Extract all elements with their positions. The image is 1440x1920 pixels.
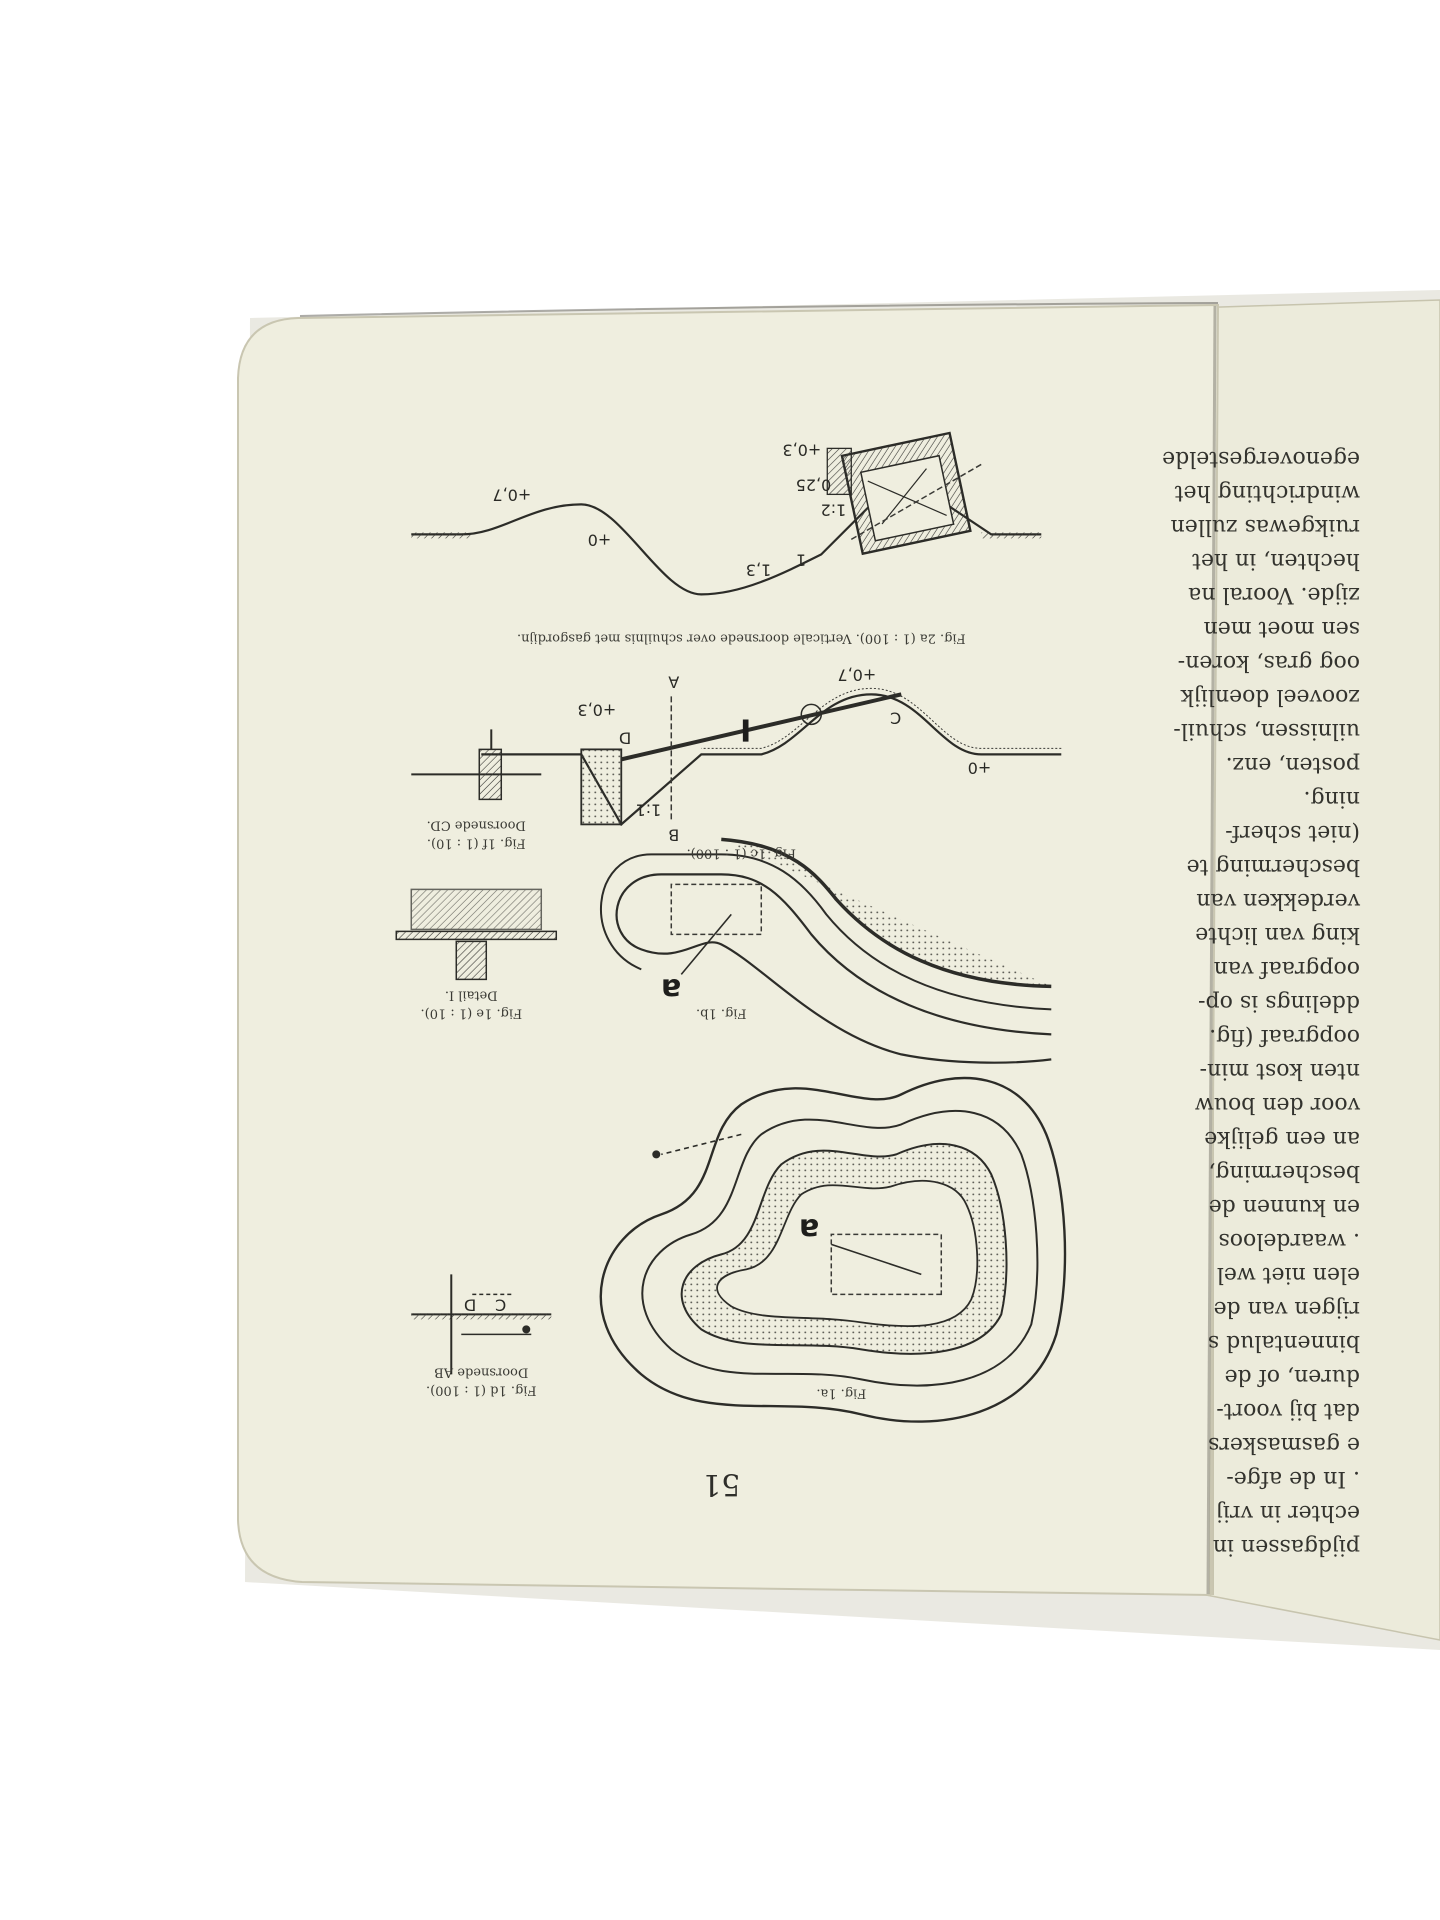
fig-1d-label-d: D [463,1295,477,1315]
fig-2a-label-slope: 1:2 [820,500,847,520]
right-line-1: pijdgassen in [1212,1534,1360,1559]
right-line-6: duren, of de [1224,1364,1360,1389]
fig-1a-caption: Fig. 1a. [816,1385,867,1401]
fig-1e-caption: Fig. 1e (1 : 10). [420,1005,523,1021]
fig-1c-label-slope: 1:1 [635,800,662,820]
right-line-18: oopgraaf van [1213,956,1360,981]
fig-1d-caption: Fig. 1d (1 : 100). [426,1382,537,1398]
fig-1c-label-a: A [668,672,680,692]
right-line-22: (niet scherf- [1225,820,1360,845]
fig-1b-caption: Fig. 1b. [696,1005,747,1021]
fig-1f-subcaption: Doorsnede CD. [426,817,526,833]
fig-2a-label-plus07: +0,7 [492,485,532,505]
right-line-2: echter in vrij [1216,1500,1360,1525]
right-line-27: oog gras, koren- [1177,650,1360,675]
right-line-11: en kunnen de [1208,1194,1360,1219]
fig-1c-label-d: D [618,728,632,748]
right-line-3: . In de afge- [1226,1466,1360,1491]
right-line-15: nten kost min- [1199,1058,1360,1083]
right-line-31: ruikgewas zullen [1170,514,1360,539]
right-line-8: rijgen van de [1213,1296,1360,1321]
right-line-14: voor den bouw [1194,1092,1360,1117]
fig-2a-caption: Fig. 2a (1 : 100). Verticale doorsnede over schuilnis met gasgordijn. [516,630,966,646]
right-line-24: posten, enz. [1225,752,1360,777]
right-line-5: dat bij voort- [1216,1398,1360,1423]
right-line-19: king van lichte [1195,922,1360,947]
right-line-30: hechten, in het [1192,548,1360,573]
right-line-28: sen moet men [1203,616,1360,641]
right-line-29: zijde. Vooral na [1188,582,1360,607]
fig-2a-label-plus0: +0 [587,530,612,550]
right-line-4: e gasmaskers [1208,1432,1360,1457]
right-line-23: ning. [1303,786,1360,811]
fig-1d-subcaption: Doorsnede AB [434,1364,529,1380]
fig-2a-label-plus03: +0,3 [782,440,822,460]
fig-1c-label-c: C [890,708,902,728]
fig-1d-label-c: C [495,1295,507,1315]
fig-1a-label-a: a [799,1211,820,1247]
right-line-26: zooveel doenlijk [1180,684,1360,709]
fig-2a-label-1: 1 [796,550,807,570]
fig-1c-caption: Fig. 1c (1 : 100). [686,845,797,861]
fig-1c-label-b: B [668,825,680,845]
right-line-13: an een gelijke [1204,1126,1360,1151]
right-line-10: . waardeloos [1218,1228,1360,1253]
fig-1c-label-i: I [740,711,752,747]
fig-2a-label-13: 1,3 [745,560,772,580]
right-line-12: bescherming, [1208,1160,1360,1185]
fig-1c-label-plus07: +0,7 [837,665,877,685]
right-line-16: oopgraaf (fig. [1209,1024,1360,1049]
page-number: 51 [702,1466,741,1502]
left-page [238,305,1218,1595]
right-line-20: verdekken van [1196,888,1360,913]
fig-1c-label-plus03: +0,3 [577,700,617,720]
fig-1e-subcaption: Detail I. [444,987,498,1003]
right-line-21: bescherming te [1186,854,1360,879]
fig-1c-label-plus0: +0 [967,758,992,778]
right-line-17: ddelings is op- [1198,990,1360,1015]
right-line-32: windrichting het [1174,480,1360,505]
fig-1b-label-a: a [661,971,682,1007]
right-line-33: egenovergestelde [1162,446,1360,471]
right-line-7: binnentalud s [1207,1330,1360,1355]
fig-1f-caption: Fig. 1f (1 : 10). [426,835,526,851]
right-line-25: uilnissen, schuil- [1173,718,1360,743]
right-line-9: elen niet wel [1216,1262,1360,1287]
fig-2a-label-025: 0,25 [795,475,832,495]
